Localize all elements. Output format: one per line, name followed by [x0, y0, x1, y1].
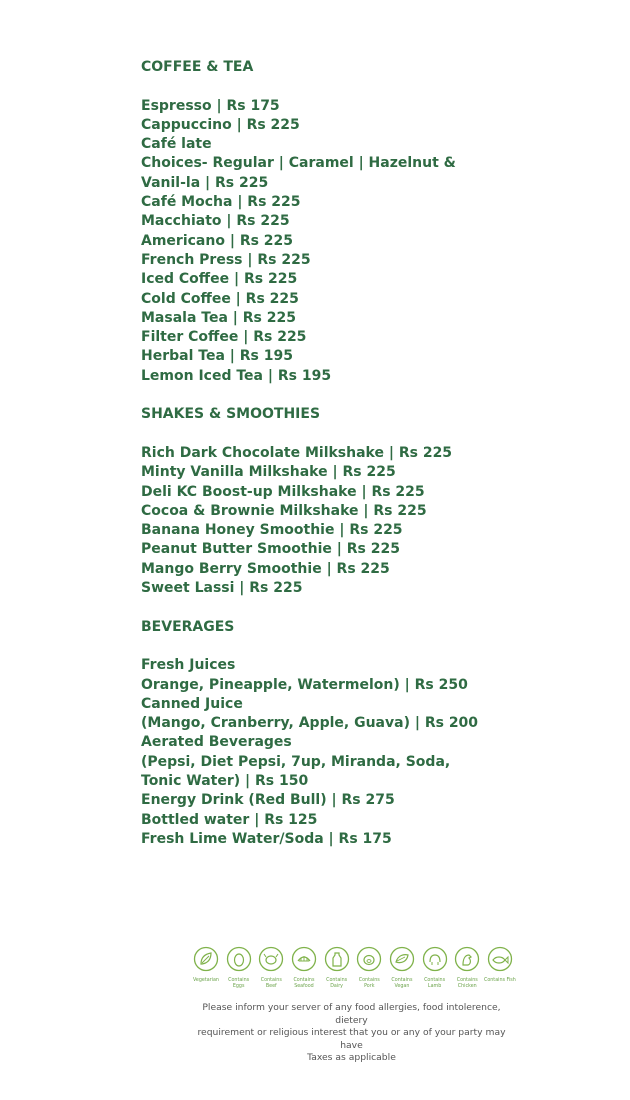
beef-icon: [258, 946, 284, 976]
menu-item: Fresh Lime Water/Soda | Rs 175: [141, 830, 392, 847]
menu-section: [141, 405, 481, 598]
menu-item: Cold Coffee | Rs 225: [141, 290, 299, 307]
legend-label: Contains Pork: [358, 978, 380, 989]
menu-item: Espresso | Rs 175: [141, 97, 280, 114]
menu-item: Cocoa & Brownie Milkshake | Rs 225: [141, 502, 427, 519]
menu-item: Bottled water | Rs 125: [141, 811, 318, 828]
legend-label: Vegetarian: [193, 978, 219, 983]
menu-item: Café late: [141, 136, 212, 153]
menu-section: [141, 58, 481, 386]
menu-item: (Mango, Cranberry, Apple, Guava) | Rs 200: [141, 715, 479, 732]
section-title: COFFEE & TEA: [141, 59, 254, 75]
legend-item: [321, 946, 353, 990]
menu-item: Deli KC Boost-up Milkshake | Rs 225: [141, 483, 425, 500]
menu-item: Lemon Iced Tea | Rs 195: [141, 367, 332, 384]
menu-item: Mango Berry Smoothie | Rs 225: [141, 560, 390, 577]
menu-item: Fresh Juices: [141, 657, 236, 674]
lamb-icon: [422, 946, 448, 976]
menu-item: Cappuccino | Rs 225: [141, 116, 300, 133]
notice-line-2: requirement or religious interest that you or any of your party may have: [197, 1027, 506, 1051]
seafood-icon: [291, 946, 317, 976]
vegetarian-icon: [193, 946, 219, 976]
menu-item: Sweet Lassi | Rs 225: [141, 580, 303, 597]
menu-item: Filter Coffee | Rs 225: [141, 329, 307, 346]
legend-label: Contains Lamb: [424, 978, 446, 989]
legend-item: [288, 946, 320, 990]
legend-item: [386, 946, 418, 990]
vegan-icon: [389, 946, 415, 976]
menu-item: French Press | Rs 225: [141, 251, 311, 268]
menu-item: Choices- Regular | Caramel | Hazelnut & Vanil-la | Rs 225: [141, 155, 456, 191]
pork-icon: [356, 946, 382, 976]
menu-item: Aerated Beverages: [141, 734, 292, 751]
menu-item: (Pepsi, Diet Pepsi, 7up, Miranda, Soda, Tonic Water) | Rs 150: [141, 753, 451, 789]
menu-item: Orange, Pineapple, Watermelon) | Rs 250: [141, 676, 468, 693]
menu-item: Iced Coffee | Rs 225: [141, 271, 298, 288]
legend-label: Contains Dairy: [326, 978, 348, 989]
menu-item: Rich Dark Chocolate Milkshake | Rs 225: [141, 444, 453, 461]
fish-icon: [487, 946, 513, 976]
legend-item: [353, 946, 385, 990]
chicken-icon: [454, 946, 480, 976]
legend-item: [484, 946, 516, 990]
eggs-icon: [226, 946, 252, 976]
menu-item: Energy Drink (Red Bull) | Rs 275: [141, 792, 395, 809]
menu-item: Americano | Rs 225: [141, 232, 294, 249]
legend-label: Contains Seafood: [293, 978, 315, 989]
dairy-icon: [324, 946, 350, 976]
menu-item: Café Mocha | Rs 225: [141, 194, 301, 211]
menu-section: [141, 618, 481, 850]
section-title: SHAKES & SMOOTHIES: [141, 406, 321, 423]
legend-item: [419, 946, 451, 990]
legend-label: Contains Eggs: [228, 978, 250, 989]
legend-label: Contains Vegan: [391, 978, 413, 989]
legend-label: Contains Fish: [483, 978, 516, 983]
legend-item: [451, 946, 483, 990]
legend-item: [255, 946, 287, 990]
notice-line-1: Please inform your server of any food allergies, food intolerence, dietery: [202, 1002, 501, 1026]
menu-item: Macchiato | Rs 225: [141, 213, 290, 230]
menu-item: Banana Honey Smoothie | Rs 225: [141, 522, 403, 539]
legend-item: [190, 946, 222, 990]
legend-label: Contains Chicken: [456, 978, 478, 989]
dietary-legend: [190, 946, 516, 990]
legend-label: Contains Beef: [260, 978, 282, 989]
section-title: BEVERAGES: [141, 618, 235, 635]
menu-item: Canned Juice: [141, 695, 243, 712]
notice-line-3: Taxes as applicable: [307, 1052, 396, 1063]
menu-item: Masala Tea | Rs 225: [141, 309, 296, 326]
menu-item: Minty Vanilla Milkshake | Rs 225: [141, 464, 396, 481]
menu-item: Peanut Butter Smoothie | Rs 225: [141, 541, 400, 558]
menu-item: Herbal Tea | Rs 195: [141, 348, 293, 365]
menu-content: [141, 58, 481, 868]
legend-item: [223, 946, 255, 990]
allergy-notice: [185, 1002, 518, 1065]
